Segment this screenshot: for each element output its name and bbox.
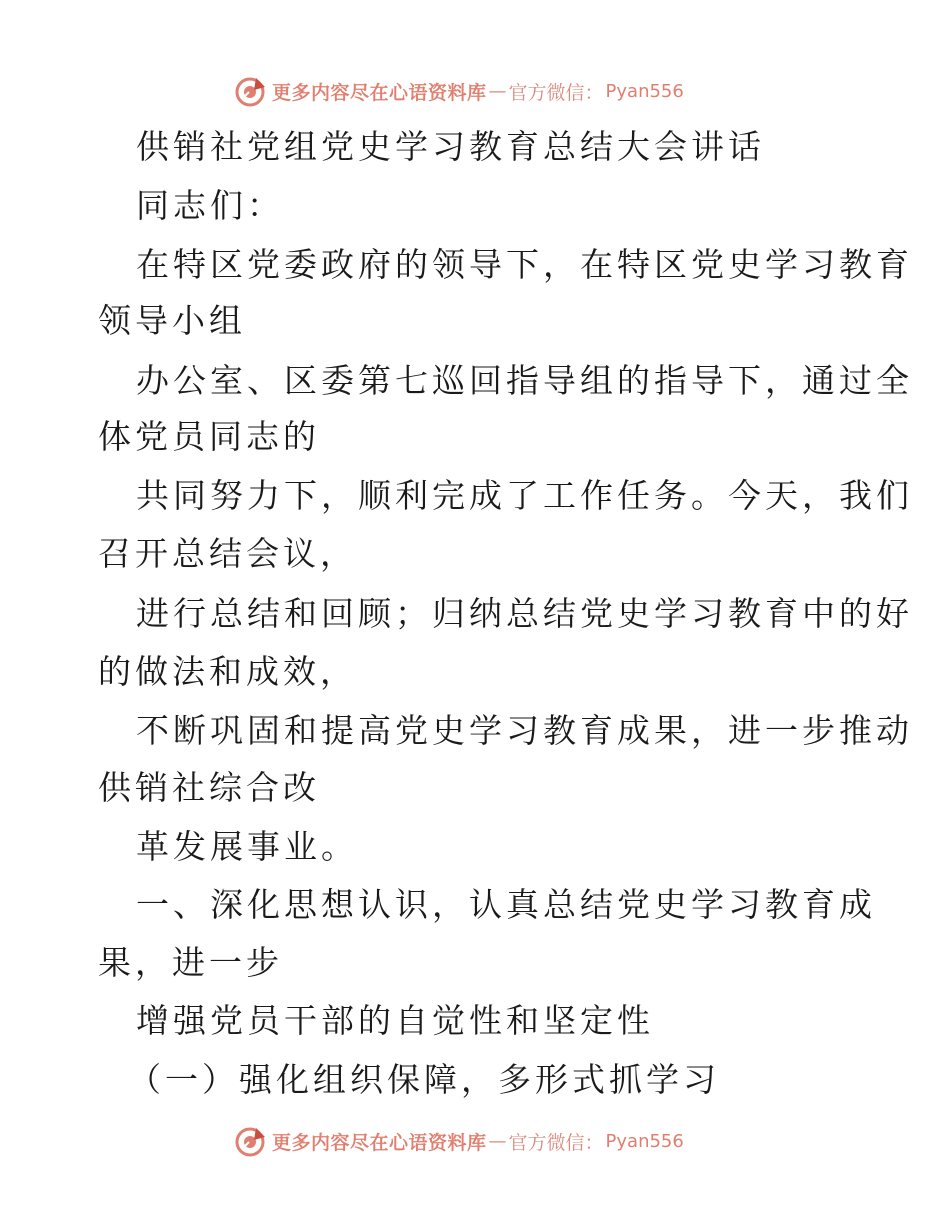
section-heading: 一、深化思想认识，认真总结党史学习教育成 bbox=[136, 885, 876, 924]
brand-logo-icon bbox=[234, 1124, 268, 1158]
watermark-wechat-id: Pyan556 bbox=[605, 80, 684, 102]
paragraph-line: 供销社综合改 bbox=[98, 768, 320, 807]
watermark-official-label: 官方微信： bbox=[508, 1131, 604, 1154]
watermark-wechat-id: Pyan556 bbox=[605, 1130, 684, 1152]
paragraph-line: 在特区党委政府的领导下，在特区党史学习教育 bbox=[136, 245, 913, 284]
paragraph-line: 进行总结和回顾；归纳总结党史学习教育中的好 bbox=[136, 594, 913, 633]
document-title: 供销社党组党史学习教育总结大会讲话 bbox=[136, 127, 765, 166]
paragraph-line: 体党员同志的 bbox=[98, 417, 320, 456]
section-heading: 增强党员干部的自觉性和坚定性 bbox=[136, 1001, 654, 1040]
paragraph-line: 共同努力下，顺利完成了工作任务。今天，我们 bbox=[136, 476, 913, 515]
paragraph-line: 同志们： bbox=[136, 186, 284, 225]
paragraph-line: 领导小组 bbox=[98, 301, 246, 340]
footer-watermark bbox=[234, 1122, 684, 1160]
paragraph-line: 召开总结会议， bbox=[98, 534, 357, 573]
subsection-heading: （一）强化组织保障，多形式抓学习 bbox=[128, 1060, 720, 1099]
header-watermark bbox=[234, 72, 684, 110]
section-heading: 果，进一步 bbox=[98, 943, 283, 982]
watermark-dash: — bbox=[488, 1130, 507, 1152]
paragraph-line: 不断巩固和提高党史学习教育成果，进一步推动 bbox=[136, 711, 913, 750]
paragraph-line: 的做法和成效， bbox=[98, 652, 357, 691]
paragraph-line: 革发展事业。 bbox=[136, 827, 358, 866]
watermark-brand: 更多内容尽在心语资料库 bbox=[272, 1131, 487, 1154]
watermark-brand: 更多内容尽在心语资料库 bbox=[272, 81, 487, 104]
brand-logo-icon bbox=[234, 74, 268, 108]
watermark-dash: — bbox=[488, 80, 507, 102]
paragraph-line: 办公室、区委第七巡回指导组的指导下，通过全 bbox=[136, 361, 913, 400]
watermark-official-label: 官方微信： bbox=[508, 81, 604, 104]
